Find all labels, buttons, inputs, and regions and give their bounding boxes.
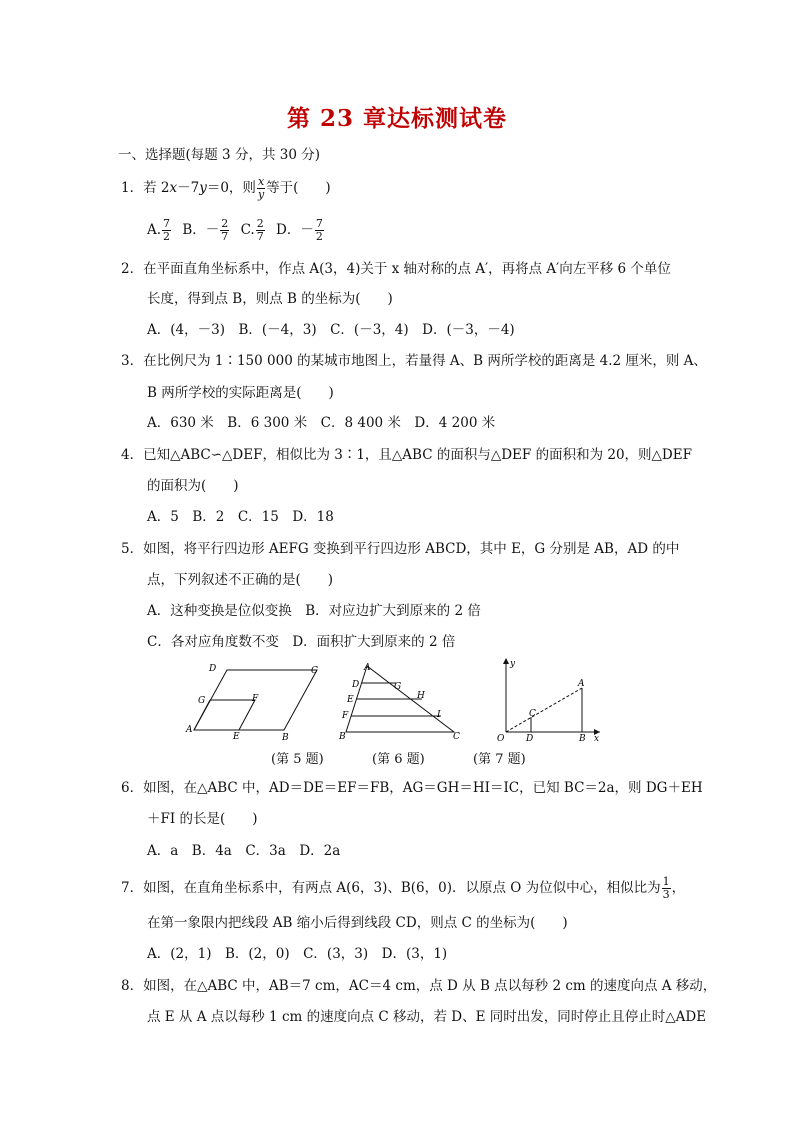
- question-6-line1: 6．如图，在△ABC 中，AD＝DE＝EF＝FB，AG＝GH＝HI＝IC，已知 BC＝2a，则 DG＋EH: [121, 780, 703, 796]
- f7-label-D: D: [526, 734, 534, 742]
- f5-label-B: B: [282, 733, 289, 742]
- question-3-options: A．630 米 B．6 300 米 C．8 400 米 D．4 200 米: [147, 415, 496, 431]
- section-heading: 一、选择题(每题 3 分，共 30 分): [118, 147, 320, 163]
- f7-label-y: y: [510, 659, 516, 669]
- f6-label-A: A: [364, 663, 371, 673]
- q1-y: y: [199, 180, 207, 196]
- question-4-line1: 4．已知△ABC∽△DEF，相似比为 3∶1，且△ABC 的面积与△DEF 的面积和为 20，则△DEF: [121, 447, 692, 463]
- q1-mid2: ＝0，则: [206, 180, 256, 196]
- figure-6-triangle: [336, 660, 466, 742]
- page-title: 第 23 章达标测试卷: [286, 105, 508, 132]
- f6-label-G: G: [394, 682, 402, 692]
- question-7-line2: 在第一象限内把线段 AB 缩小后得到线段 CD，则点 C 的坐标为( ): [147, 915, 568, 931]
- question-2-line2: 长度，得到点 B，则点 B 的坐标为( ): [147, 291, 393, 307]
- figure-7-coordinate: [492, 654, 604, 742]
- f5-label-A: A: [186, 725, 193, 735]
- question-5-line1: 5．如图，将平行四边形 AEFG 变换到平行四边形 ABCD，其中 E，G 分别是 AB，AD 的中: [121, 541, 680, 557]
- q1-fraction: $\frac{x}{y}$: [257, 175, 265, 201]
- f5-label-G: G: [198, 696, 206, 706]
- f7-label-A: A: [578, 679, 585, 689]
- question-4-options: A．5 B．2 C．15 D．18: [147, 509, 334, 525]
- q1-optA-fraction: $\frac{7}{2}$: [163, 217, 171, 243]
- question-6-line2: ＋FI 的长是( ): [147, 811, 258, 827]
- q1-post: 等于( ): [266, 180, 331, 196]
- question-2-options: A．(4，－3) B．(－4，3) C．(－3，4) D．(－3，－4): [147, 322, 515, 338]
- figure-5-caption: (第 5 题): [271, 752, 324, 767]
- q7-fraction: $\frac{1}{3}$: [662, 875, 670, 901]
- question-5-options-ab: A．这种变换是位似变换 B．对应边扩大到原来的 2 倍: [147, 603, 481, 619]
- f6-label-E: E: [347, 695, 354, 705]
- q1-mid1: －7: [177, 180, 200, 196]
- f6-label-H: H: [417, 691, 425, 701]
- q1-optB-fraction: $\frac{2}{7}$: [221, 217, 229, 243]
- question-4-line2: 的面积为( ): [147, 478, 239, 494]
- figure-5-parallelogram: [180, 660, 330, 742]
- q1-number: 1．: [121, 180, 144, 196]
- f6-label-F: F: [342, 711, 349, 721]
- q1-optC-fraction: $\frac{2}{7}$: [256, 217, 264, 243]
- f7-label-x: x: [594, 734, 600, 742]
- q1-pre: 若 2: [143, 180, 170, 196]
- f6-label-I: I: [437, 710, 441, 720]
- q1-options: A. $\frac{7}{2}$ B．－ $\frac{2}{7}$ C. $\frac{2}{7}$ D．－ $\frac{7}{2}$: [147, 217, 323, 243]
- f6-label-C: C: [453, 732, 460, 742]
- f5-label-E: E: [233, 732, 240, 742]
- question-3-line2: B 两所学校的实际距离是( ): [147, 385, 334, 401]
- f6-label-D: D: [352, 680, 360, 690]
- question-3-line1: 3．在比例尺为 1∶150 000 的某城市地图上，若量得 A、B 两所学校的距离是 4.2 厘米，则 A、: [121, 353, 707, 369]
- question-8-line2: 点 E 从 A 点以每秒 1 cm 的速度向点 C 移动，若 D、E 同时出发，同时停止且停止时△ADE: [147, 1009, 707, 1025]
- f7-label-C: C: [529, 709, 536, 719]
- f7-label-O: O: [497, 734, 505, 742]
- question-7-line1: 7．如图，在直角坐标系中，有两点 A(6，3)、B(6，0)．以原点 O 为位似中心，相似比为 $\frac{1}{3}$ ，: [121, 875, 686, 901]
- figure-6-caption: (第 6 题): [372, 752, 425, 767]
- f5-label-D: D: [209, 664, 217, 674]
- question-5-options-cd: C．各对应角度数不变 D．面积扩大到原来的 2 倍: [147, 634, 456, 650]
- question-1: [121, 176, 331, 201]
- question-6-options: A．a B．4a C．3a D．2a: [147, 843, 341, 859]
- question-5-line2: 点，下列叙述不正确的是( ): [147, 572, 334, 588]
- figure-7-caption: (第 7 题): [473, 752, 526, 767]
- question-7-options: A．(2，1) B．(2，0) C．(3，3) D．(3，1): [147, 946, 448, 962]
- question-8-line1: 8．如图，在△ABC 中，AB＝7 cm，AC＝4 cm，点 D 从 B 点以每秒 2 cm 的速度向点 A 移动，: [121, 978, 717, 994]
- q1-x: x: [169, 180, 178, 196]
- f7-label-B: B: [579, 734, 586, 742]
- f6-label-B: B: [339, 732, 346, 742]
- question-2-line1: 2．在平面直角坐标系中，作点 A(3，4)关于 x 轴对称的点 A′，再将点 A′向左平移 6 个单位: [121, 261, 671, 277]
- q1-optD-fraction: $\frac{7}{2}$: [315, 217, 323, 243]
- f5-label-C: C: [311, 666, 318, 676]
- f5-label-F: F: [252, 694, 259, 704]
